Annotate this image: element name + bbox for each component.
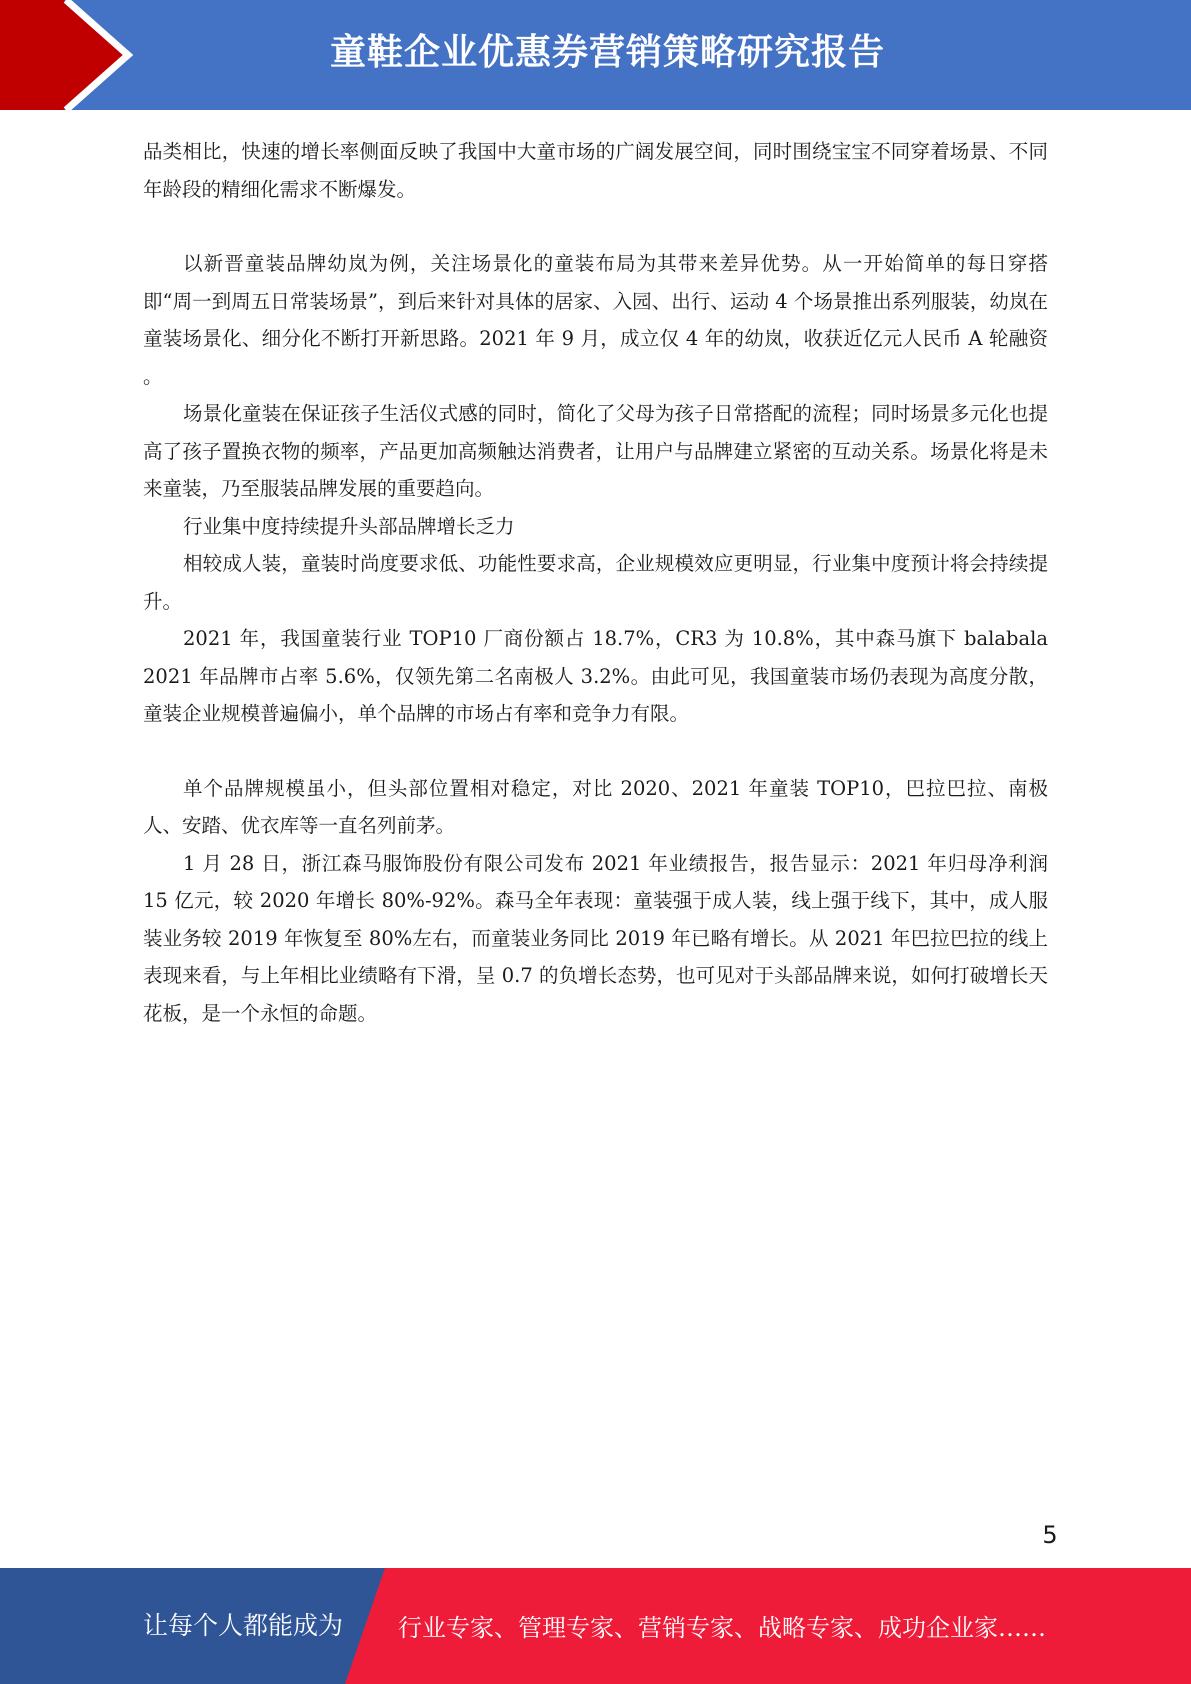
report-body xyxy=(143,133,1048,1032)
footer-slogan-left: 让每个人都能成为 xyxy=(143,1611,344,1640)
paragraph-continuation: 品类相比，快速的增长率侧面反映了我国中大童市场的广阔发展空间，同时围绕宝宝不同穿着场景、不同年龄段的精细化需求不断爆发。 xyxy=(143,140,1048,201)
section-heading: 行业集中度持续提升头部品牌增长乏力 xyxy=(183,514,515,538)
header-title: 童鞋企业优惠券营销策略研究报告 xyxy=(329,32,885,73)
paragraph: 单个品牌规模虽小，但头部位置相对稳定，对比 2020、2021 年童装 TOP10，巴拉巴拉、南极人、安踏、优衣库等一直名列前茅。 xyxy=(143,776,1048,837)
paragraph: 2021 年，我国童装行业 TOP10 厂商份额占 18.7%，CR3 为 10.8%，其中森马旗下 balabala 2021 年品牌市占率 5.6%，仅领先第二名南极人 3.2%。由此可见，我国童装市场仍表现为高度分散，童装企业规模普遍偏小，单个品牌的市场占有率和竞争力有限。 xyxy=(143,627,1048,725)
footer-slogan-right: 行业专家、管理专家、营销专家、战略专家、成功企业家…… xyxy=(398,1614,1046,1642)
paragraph: 1 月 28 日，浙江森马服饰股份有限公司发布 2021 年业绩报告，报告显示：2021 年归母净利润 15 亿元，较 2020 年增长 80%-92%。森马全年表现：童装强于成人装，线上强于线下，其中，成人服装业务较 2019 年恢复至 80%左右，而童装业务同比 2019 年已略有增长。从 2021 年巴拉巴拉的线上表现来看，与上年相比业绩略有下滑，呈 0.7 的负增长态势，也可见对于头部品牌来说，如何打破增长天花板，是一个永恒的命题。 xyxy=(143,851,1048,1025)
page-header xyxy=(0,0,1191,110)
page-footer xyxy=(0,1568,1191,1684)
page-number: 5 xyxy=(1042,1521,1058,1549)
paragraph: 场景化童装在保证孩子生活仪式感的同时，简化了父母为孩子日常搭配的流程；同时场景多元化也提高了孩子置换衣物的频率，产品更加高频触达消费者，让用户与品牌建立紧密的互动关系。场景化将是未来童装，乃至服装品牌发展的重要趋向。 xyxy=(143,402,1048,500)
paragraph: 以新晋童装品牌幼岚为例，关注场景化的童装布局为其带来差异优势。从一开始简单的每日穿搭即“周一到周五日常装场景”，到后来针对具体的居家、入园、出行、运动 4 个场景推出系列服装，幼岚在童装场景化、细分化不断打开新思路。2021 年 9 月，成立仅 4 年的幼岚，收获近亿元人民币 A 轮融资 。 xyxy=(143,252,1048,388)
paragraph: 相较成人装，童装时尚度要求低、功能性要求高，企业规模效应更明显，行业集中度预计将会持续提升。 xyxy=(143,552,1048,613)
